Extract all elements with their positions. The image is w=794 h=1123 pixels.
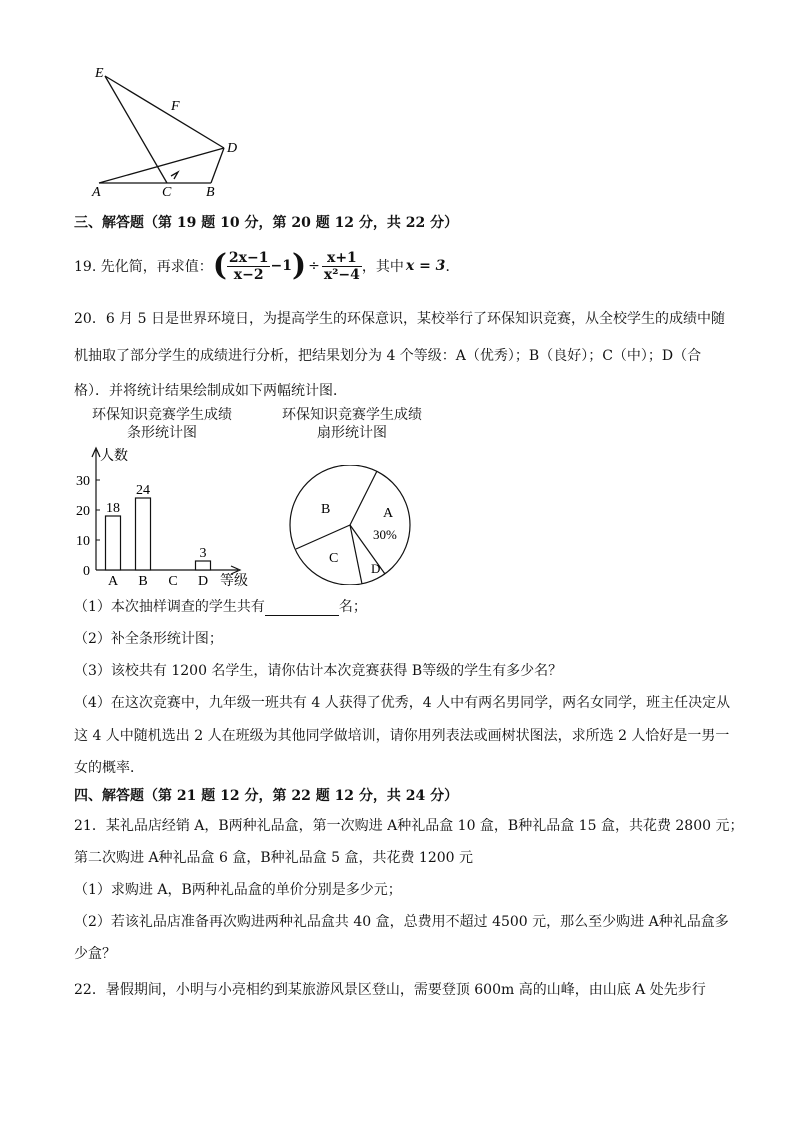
question-19 [74,245,459,287]
pie-label-b: B [321,502,331,517]
q19-fraction-1 [227,250,271,283]
pie-label-a-percent: 30% [373,527,397,542]
pie-chart-title-line-1: 环保知识竞赛学生成绩 [282,407,422,423]
q19-divide: ÷ [308,258,320,274]
segment-DB [211,148,224,183]
q20-sub-4-line-1: （4）在这次竞赛中，九年级一班共有 4 人获得了优秀，4 人中有两名男同学，两名女同学，班主任决定从 [74,695,731,711]
bar-chart-title [82,406,242,442]
q20-sub-2: （2）补全条形统计图； [74,631,223,647]
label-E: E [95,66,104,81]
q21-line-1: 21．某礼品店经销 A，B两种礼品盒，第一次购进 A种礼品盒 10 盒，B种礼品盒 15 盒，共花费 2800 元； [74,818,744,834]
y-tick-label: 30 [76,474,90,489]
x-category-label-c: C [168,574,178,589]
q19-condition: x = 3 [405,258,446,274]
segment-ED [105,76,224,148]
q20-sub-3: （3）该校共有 1200 名学生，请你估计本次竞赛获得 B等级的学生有多少名？ [74,663,563,679]
label-B: B [206,185,215,200]
section4-heading: 四、解答题（第 21 题 12 分，第 22 题 12 分，共 24 分） [74,788,459,804]
x-category-label-d: D [197,574,209,589]
x-axis-label: 等级 [220,574,248,589]
q19-period: ． [445,259,460,275]
right-angle-mark [171,172,178,179]
q20-sub-1-text: （1）本次抽样调查的学生共有 [74,599,265,615]
right-paren: ) [291,248,307,283]
bar-value-label-b: 24 [136,483,150,498]
fraction-1-numerator: 2x−1 [228,249,269,266]
q20-line-1: 20．6 月 5 日是世界环境日，为提高学生的环保意识，某校举行了环保知识竞赛，从全校学生的成绩中随 [74,311,725,327]
x-category-label-a: A [107,574,119,589]
q20-sub-1 [74,598,367,616]
q20-line-2: 机抽取了部分学生的成绩进行分析，把结果划分为 4 个等级：A（优秀）；B（良好）；C（中）；D（合 [74,348,702,364]
bar-value-label-d: 3 [199,546,207,561]
q19-minus-one: −1 [270,258,292,274]
q20-sub-4-line-3: 女的概率． [74,760,144,776]
bar-chart [70,440,260,590]
bar-a [106,516,121,570]
label-A: A [92,185,101,200]
y-tick-label: 10 [76,534,90,549]
y-axis-label: 人数 [100,449,128,464]
label-F: F [171,99,180,114]
pie-divider-c [296,525,350,549]
q19-suffix: ，其中 [361,259,404,275]
pie-label-a: A [383,506,394,521]
q21-sub-2-line-2: 少盒？ [74,946,116,962]
bar-chart-title-line-1: 环保知识竞赛学生成绩 [92,407,232,423]
label-D: D [227,141,238,156]
x-category-label-b: B [138,574,148,589]
answer-blank[interactable] [265,601,339,616]
q20-sub-1-unit: 名； [338,599,367,615]
y-tick-label: 20 [76,504,90,519]
geometry-figure [85,62,255,202]
segment-AD [99,148,224,183]
pie-chart [285,465,425,585]
pie-label-d: D [371,561,381,576]
q19-prefix: 19. 先化简，再求值： [74,259,213,275]
left-paren: ( [212,248,227,283]
q20-line-3: 格）．并将统计结果绘制成如下两幅统计图． [74,383,347,399]
bar-b [136,498,151,570]
label-C: C [162,185,172,200]
pie-divider-a-start [350,471,377,525]
bar-value-label-a: 18 [106,501,120,516]
q19-fraction-2 [322,250,362,283]
q22-line-1: 22．暑假期间，小明与小亮相约到某旅游风景区登山，需要登顶 600m 高的山峰，由山底 A 处先步行 [74,982,706,998]
fraction-2-numerator: x+1 [322,250,362,267]
fraction-1-denominator: x−2 [233,266,264,283]
q20-sub-4-line-2: 这 4 人中随机选出 2 人在班级为其他同学做培训，请你用列表法或画树状图法，求所选 2 人恰好是一男一 [74,728,730,744]
bar-d [196,561,211,570]
pie-chart-title [272,406,432,442]
fraction-2-denominator: x²−4 [323,266,360,283]
section3-heading: 三、解答题（第 19 题 10 分，第 20 题 12 分，共 22 分） [74,215,459,231]
y-tick-label: 0 [83,564,90,579]
bar-chart-title-line-2: 条形统计图 [127,425,197,441]
q21-sub-2-line-1: （2）若该礼品店准备再次购进两种礼品盒共 40 盒，总费用不超过 4500 元，那么至少购进 A种礼品盒多 [74,914,729,930]
q21-line-2: 第二次购进 A种礼品盒 6 盒，B种礼品盒 5 盒，共花费 1200 元 [74,850,473,866]
pie-label-c: C [329,551,339,566]
q21-sub-1: （1）求购进 A，B两种礼品盒的单价分别是多少元； [74,882,402,898]
pie-chart-title-line-2: 扇形统计图 [317,425,387,441]
